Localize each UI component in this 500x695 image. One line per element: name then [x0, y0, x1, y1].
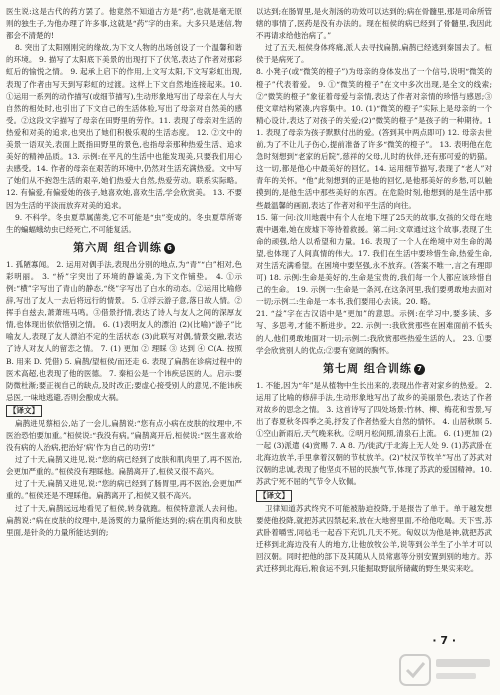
left-column [6, 6, 242, 539]
week-six-heading [6, 240, 242, 256]
paragraph: 8. 小凳子(或“微笑的橙子”)为母亲的身体发出了一个信号,说明“微笑的橙子”代表着爱。 9. ①“微笑的橙子”在文中多次出现,是全文的线索;②“微笑的橙子”象征着母爱与亲情,表达了作者对亲情的珍惜与感恩;③使文章结构紧凑,内容集中。10. (1)“微笑的橙子”实际上是母亲的一个精心设计,表达了对孩子的关爱;(2)“微笑的橙子”是孩子的一种期待。11. 表现了母亲为孩子默默付出的爱。(答到其中两点即可) 12. 母亲去世前,为了不让儿子伤心,提前准备了许多“微笑的橙子”。 13. 表明他在危急时刻想到“老家的后院”,慈祥的父母,儿时的伙伴,还有那可爱的奶猫。这一切,都是他心中最美好的回忆。14. 运用细节描写,表现了“老人”对青年的关怀。“他”此刻想到的正是他的回忆,是他那美好的乡愁,可以触摸到的,是他生活中那些美好的东西。在危险时刻,他想到的是生活中那些最温馨的画面,表达了作者对和平生活的向往。 [256, 67, 492, 210]
translation-paragraph: 过了十天,扁鹊远远地看见了桓侯,转身就跑。桓侯特意派人去问他。扁鹊说:“病在皮肤的纹理中,是汤熨的力量所能达到的;病在肌肉和皮肤里面,是针灸的力量所能达到的; [6, 503, 242, 537]
paragraph: 医生说:这是古代的药方罢了。他竟然不知道古方是“药”,也就是毫无原则的独生子,为他办理了许多事,这就是“药”字的由来。大多只是迷信,物都会不清楚的! [6, 7, 242, 41]
translation-paragraph: 扁鹊进见蔡桓公,站了一会儿,扁鹊说:“您有点小病在皮肤的纹理中,不医治恐怕要加重。”桓侯说:“我没有病。”扁鹊离开后,桓侯说:“医生喜欢给没有病的人治病,把治好‘病’作为自己的功劳!” [6, 418, 242, 453]
paragraph: 9. 不科学。冬虫夏草属菌类,它不可能是“虫”变成的。冬虫夏草所寄生的蝙蝠蛾幼虫已经死亡,不可能复活。 [6, 212, 242, 234]
translation-label: 【译文】 [256, 490, 292, 502]
paragraph: 过了五天,桓侯身体疼痛,派人去寻找扁鹊,扁鹊已经逃到秦国去了。桓侯于是病死了。 [256, 43, 492, 65]
week-six-title: 第六周 组合训练 [73, 240, 162, 254]
translation-paragraph: 卫律知道苏武终究不可能被胁迫投降,于是报告了单于。单于越发想要使他投降,就把苏武囚禁起来,放在大地窖里面,不给他吃喝。天下雪,苏武卧着嚼雪,同毡毛一起吞下充饥,几天不死。匈奴以为他是神,就把苏武迁移到北海边没有人的地方,让他放牧公羊,说等到公羊生了小羊才可以回汉朝。同时把他的部下及其随从人员常惠等分别安置到别的地方。苏武迁移到北海后,粮食运不到,只能掘取野鼠所储藏的野生果实来吃。 [256, 503, 492, 574]
answer-stamp-icon [398, 651, 494, 691]
week-seven-heading [256, 361, 492, 377]
paragraph: 8. 突出了太阳刚刚完的缘故,为下文人物的出场创设了一个温馨和谐的环境。 9. 描写了太阳底下美景的出现打下了伏笔,表达了作者对那彩虹后的愉悦之情。 9. 起承上启下的作用,上文写太阳,下文写彩虹出现,表现了作者由写天到写彩虹的过渡。这样上下文自然地连接起来。10. ①运用一系列的动作描写(或细节描写),生动形象地写出了母亲在人与大自然的相处时,也引出了下文自己的生活体验,写出了母亲对自然美的感受。②这段文字描写了母亲在田野里的劳作。11. 表现了母亲对生活的热爱和对美的追求,也突出了她们积极乐观的生活态度。 12. ②文中的美景一语双关,表面上既指田野里的景色,也指母亲那种热爱生活、追求美好的精神品质。13. 示例:在平凡的生活中也能发现美,只要我们用心去感受。14. 作者的母亲在艰苦的环境中,仍然对生活充满热爱。文中写了她们从不抱怨生活的艰辛,她们热爱大自然,热爱劳动。联系实际略。 12. 有偏爱,有偏爱她的孩子,她喜欢她,喜欢生活,学会欣赏美。 13. 不要因为生活的平淡而放弃对美的追求。 [6, 43, 242, 210]
week-six-answers: 1. 孤陋寡闻。 2. 运用对偶手法,表现出分别的地点,为“青”“白”相对,色彩明丽。 3. “桥”字突出了环境的静谧美,为下文作铺垫。 4. ①示例:“横”字写出了青山的静态,“绕”字写出了白水的动态。②运用比喻修辞,写出了友人一去后将远行的情景。 5. ①浮云游子意,落日故人情。②挥手自兹去,萧萧班马鸣。③借景抒情,表达了诗人与友人之间的深厚友情,也体现出依依惜别之情。 6. (1)表明友人的漂泊 (2)(比喻)“游子”比喻友人,表现了友人漂泊不定的生活状态 (3)此联写对偶,情景交融,表达了诗人对友人的留恋之情。 7. (1) 更加 ② 理睬 ③ 达到 ④ C(A. 按照 B. 用来 D. 凭借) 5. 扁鹊/望桓侯/而还走 6. 表现了扁鹊在诊病过程中的医术高超,也表现了他的医德。 7. 秦桓公是一个讳疾忌医的人。启示:要防微杜渐;要正视自己的缺点,及时改正;要虚心接受别人的意见,不能讳疾忌医,一味地逃避,否则会酿成大祸。 [6, 259, 242, 402]
week-seven-answers: 1. 不能,因为“年”是从植物中生长出来的,表现出作者对家乡的热爱。 2. 运用了比喻的修辞手法,生动形象地写出了故乡的美丽景色,表达了作者对故乡的思念之情。 3. 这首诗写了四处场景:竹林、柳、梅花和雪景,写出了春夏秋冬四季之美,抒发了作者热爱大自然的情怀。 4. 山居秋暝 5. ①空山新雨后,天气晚来秋。②明月松间照,清泉石上流。 6. (1)更加 (2)一起 (3)派遣 (4)赏赐 7. A 8. 乃/徙武/于北海上无人处 9. (1)苏武卧在北海边放羊,手里拿着汉朝的节杖放羊。(2)“杖汉节牧羊”写出了苏武对汉朝的忠诚,表现了他坚贞不屈的民族气节,体现了苏武的爱国精神。10. 苏武宁死不屈的气节令人钦佩。 [256, 380, 492, 487]
page-number: · 7 · [432, 634, 456, 647]
paragraph: 15. 第一问:汶川地震中有个人在地下埋了25天的故事,女孩的父母在地震中遇难,她在废墟下等待着救援。第二问:文章通过这个故事,表现了生命的顽强,给人以希望和力量。16. 表现了一个人在绝境中对生命的渴望,也体现了人间真情的伟大。17. 我们在生活中要珍惜生命,热爱生命,对生活充满希望。在困境中要坚强,永不放弃。(答案不唯一,言之有理即可) 18. 示例:生命是美好的,生命是宝贵的,我们每一个人都应该珍惜自己的生命。 19. 示例一:生命是一条河,在这条河里,我们要勇敢地去面对一切;示例二:生命是一本书,我们要用心去读。20. 略。 [256, 212, 492, 307]
translation-heading [6, 404, 242, 418]
translation-heading [256, 489, 492, 503]
paragraph: 21. “益”字在古汉语中是“更加”的意思。示例:在学习中,要多读、多写、多思考,才能不断进步。22. 示例一:我欣赏那些在困难面前不低头的人,他们勇敢地面对一切;示例二:我欣赏那些热爱生活的人。 23. ①要学会欣赏别人的优点;②要有宽阔的胸怀。 [256, 309, 492, 355]
paragraph: 以达到;在肠胃里,是火剂汤的功效可以达到的;病在骨髓里,那是司命所管辖的事情了,医药是没有办法的。现在桓侯的病已经到了骨髓里,我因此不再请求给他治病了。” [256, 7, 492, 41]
translation-paragraph: 过了十天,扁鹊又进见,说:“您的病已经到了肠胃里,再不医治,会更加严重的。”桓侯还是不理睬他。扁鹊离开了,桓侯又很不高兴。 [6, 479, 242, 501]
translation-paragraph: 过了十天,扁鹊又进见,说:“您的病已经到了皮肤和肌肉里了,再不医治,会更加严重的。”桓侯没有理睬他。扁鹊离开了,桓侯又很不高兴。 [6, 455, 242, 477]
right-column [256, 6, 492, 575]
translation-label: 【译文】 [6, 405, 42, 417]
week-seven-badge: 7 [414, 364, 425, 375]
week-seven-title: 第七周 组合训练 [323, 361, 412, 375]
week-six-badge: 6 [164, 243, 175, 254]
